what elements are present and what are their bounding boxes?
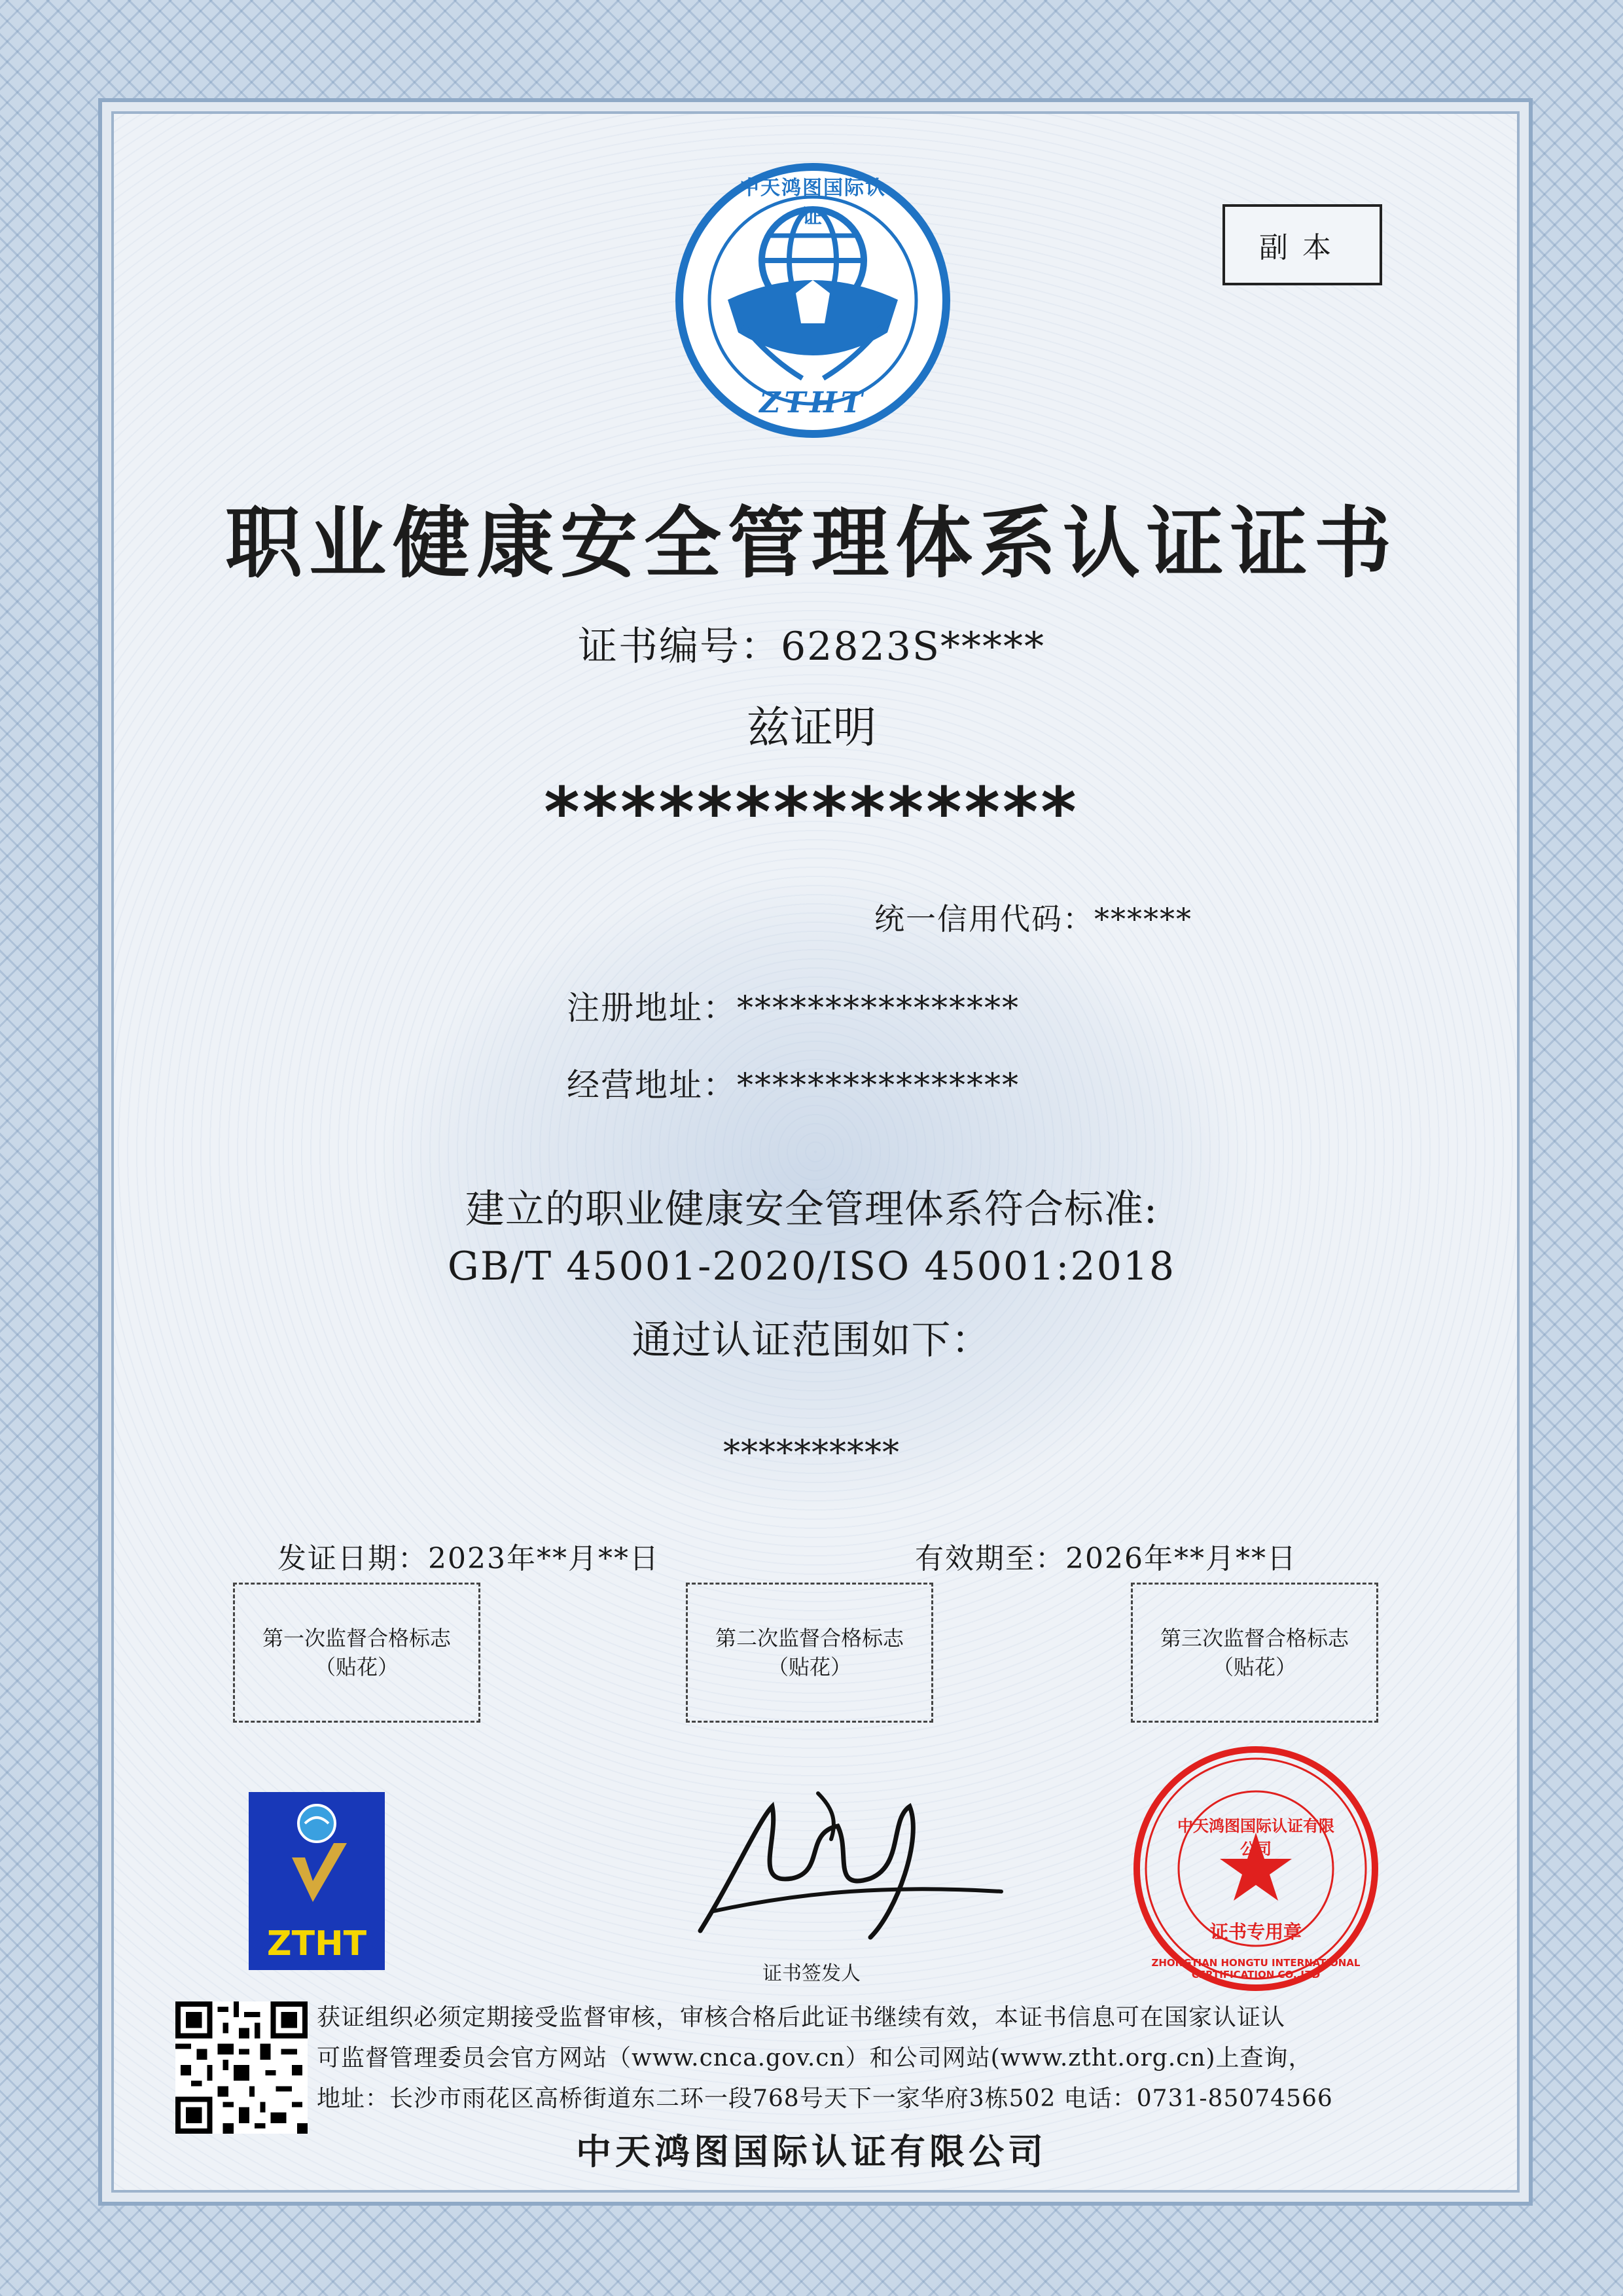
surveillance-box-note: （贴花）: [767, 1655, 851, 1679]
notice-text: [317, 1998, 1469, 2119]
signature-label: 证书签发人: [762, 1962, 861, 1985]
certification-scope: **********: [723, 1433, 900, 1473]
credit-code: 统一信用代码：******: [874, 901, 1192, 937]
surveillance-box-3: [1131, 1583, 1378, 1723]
seal-bottom-text: 证书专用章: [1209, 1921, 1302, 1943]
footer-company: 中天鸿图国际认证有限公司: [576, 2131, 1047, 2172]
issue-date: 发证日期：2023年**月**日: [277, 1542, 660, 1575]
registered-address: 注册地址：****************: [567, 989, 1020, 1027]
business-address: 经营地址：****************: [567, 1066, 1020, 1104]
standard-intro: 建立的职业健康安全管理体系符合标准:: [465, 1187, 1158, 1232]
logo-ring-text: 中天鸿图国际认证: [740, 177, 886, 228]
seal-inner-text: 中天鸿图国际认证有限公司: [1177, 1816, 1334, 1858]
surveillance-box-title: 第一次监督合格标志: [262, 1626, 451, 1651]
surveillance-box-1: [233, 1583, 480, 1723]
company-name: **************: [544, 772, 1079, 852]
surveillance-box-title: 第三次监督合格标志: [1160, 1626, 1349, 1651]
certificate-title: 职业健康安全管理体系认证证书: [224, 498, 1398, 588]
logo-abbr: ZTHT: [759, 386, 866, 420]
qr-code[interactable]: [175, 2001, 308, 2134]
scope-intro: 通过认证范围如下：: [632, 1318, 991, 1363]
mark-emblem-icon: [249, 1792, 385, 1923]
copy-badge: 副本: [1222, 204, 1382, 285]
surveillance-box-note: （贴花）: [1212, 1655, 1296, 1679]
notice-line: 可监督管理委员会官方网站（www.cnca.gov.cn）和公司网站(www.ztht.org.cn)上查询，: [317, 2045, 1313, 2072]
certificate-number: 证书编号：62823S*****: [578, 624, 1045, 670]
seal-outer-text: ZHONGTIAN HONGTU INTERNATIONAL CERTIFICATION CO.,LTD: [1151, 1957, 1361, 1981]
notice-line: 获证组织必须定期接受监督审核，审核合格后此证书继续有效，本证书信息可在国家认证认: [317, 2004, 1286, 2031]
surveillance-box-2: [686, 1583, 933, 1723]
surveillance-box-note: （贴花）: [314, 1655, 399, 1679]
surveillance-box-title: 第二次监督合格标志: [715, 1626, 904, 1651]
standard-code: GB/T 45001-2020/ISO 45001:2018: [447, 1244, 1176, 1289]
notice-line: 地址：长沙市雨花区高桥街道东二环一段768号天下一家华府3栋502 电话：0731-85074566: [317, 2085, 1333, 2112]
hereby-certify: 兹证明: [747, 702, 876, 753]
valid-until: 有效期至：2026年**月**日: [915, 1542, 1297, 1575]
mark-logo-text: ZTHT: [266, 1924, 367, 1964]
ztht-mark-logo: [249, 1792, 385, 1970]
issuer-signature: [674, 1780, 1014, 1950]
